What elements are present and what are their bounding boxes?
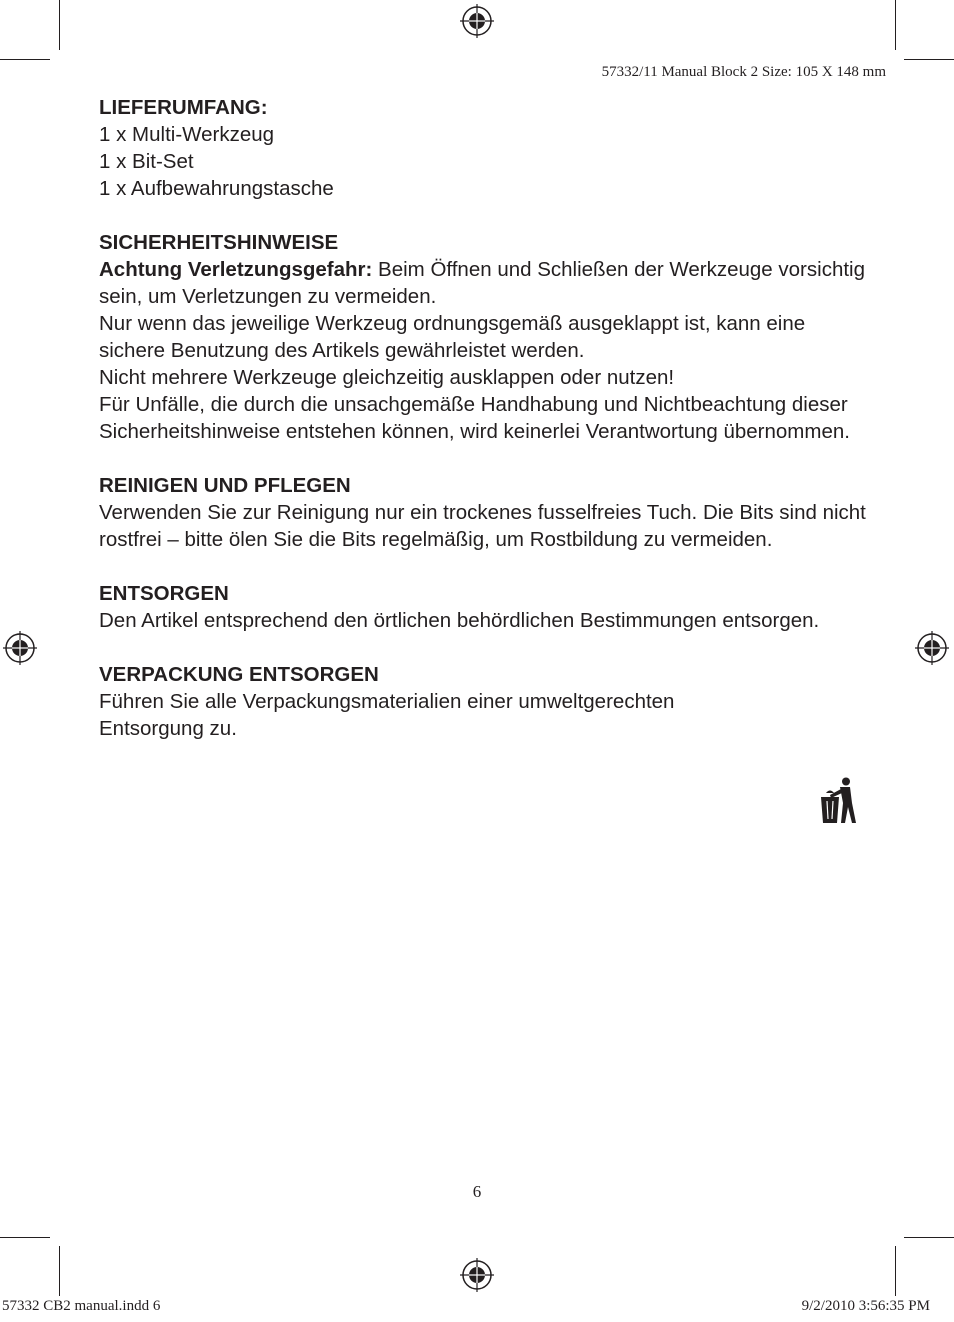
crop-mark: [895, 1246, 896, 1296]
footer-file-info: 57332 CB2 manual.indd 6: [2, 1298, 161, 1314]
crop-mark: [0, 1237, 50, 1238]
warning-label: Achtung Verletzungsgefahr:: [99, 258, 373, 281]
section-reinigen: [99, 472, 869, 553]
section-verpackung: [99, 661, 869, 742]
paragraph: Den Artikel entsprechend den örtlichen behördlichen Bestimmungen entsorgen.: [99, 609, 820, 632]
crop-mark: [904, 59, 954, 60]
section-heading: ENTSORGEN: [99, 582, 229, 605]
list-item: 1 x Multi-Werkzeug: [99, 123, 275, 146]
crop-mark: [59, 1246, 60, 1296]
section-sicherheitshinweise: [99, 229, 869, 445]
page-content: [99, 94, 869, 769]
registration-mark-icon: [460, 1258, 494, 1292]
paragraph: Nur wenn das jeweilige Werkzeug ordnungsgemäß ausgeklappt ist, kann eine sichere Benutzung des Artikels gewährleistet werden.: [99, 312, 806, 362]
registration-mark-icon: [915, 631, 949, 665]
registration-mark-icon: [460, 4, 494, 38]
paragraph-line: Entsorgung zu.: [99, 717, 237, 740]
tidyman-bin-icon: [818, 777, 858, 825]
page-number: 6: [472, 1182, 482, 1201]
paragraph-line: Führen Sie alle Verpackungsmaterialien einer umweltgerechten: [99, 690, 675, 713]
crop-mark: [904, 1237, 954, 1238]
header-slug: 57332/11 Manual Block 2 Size: 105 X 148 mm: [601, 64, 886, 80]
section-entsorgen: [99, 580, 869, 634]
list-item: 1 x Aufbewahrungstasche: [99, 177, 334, 200]
section-heading: REINIGEN UND PFLEGEN: [99, 474, 351, 497]
footer-timestamp: 9/2/2010 3:56:35 PM: [801, 1298, 930, 1314]
paragraph: Für Unfälle, die durch die unsachgemäße Handhabung und Nichtbeachtung dieser Sicherheitshinweise entstehen können, wird keinerlei Verantwortung übernommen.: [99, 393, 850, 443]
section-heading: SICHERHEITSHINWEISE: [99, 231, 339, 254]
section-lieferumfang: [99, 94, 869, 202]
crop-mark: [895, 0, 896, 50]
crop-mark: [0, 59, 50, 60]
warning-text: Beim Öffnen und Schließen der Werkzeuge vorsichtig sein, um Verletzungen zu vermeiden.: [99, 258, 865, 308]
paragraph: Nicht mehrere Werkzeuge gleichzeitig ausklappen oder nutzen!: [99, 366, 675, 389]
registration-mark-icon: [3, 631, 37, 665]
crop-mark: [59, 0, 60, 50]
paragraph: [99, 256, 869, 310]
section-heading: VERPACKUNG ENTSORGEN: [99, 663, 379, 686]
section-heading: LIEFERUMFANG:: [99, 96, 268, 119]
paragraph: Verwenden Sie zur Reinigung nur ein trockenes fusselfreies Tuch. Die Bits sind nicht rostfrei – bitte ölen Sie die Bits regelmäßig, um Rostbildung zu vermeiden.: [99, 501, 866, 551]
list-item: 1 x Bit-Set: [99, 150, 194, 173]
